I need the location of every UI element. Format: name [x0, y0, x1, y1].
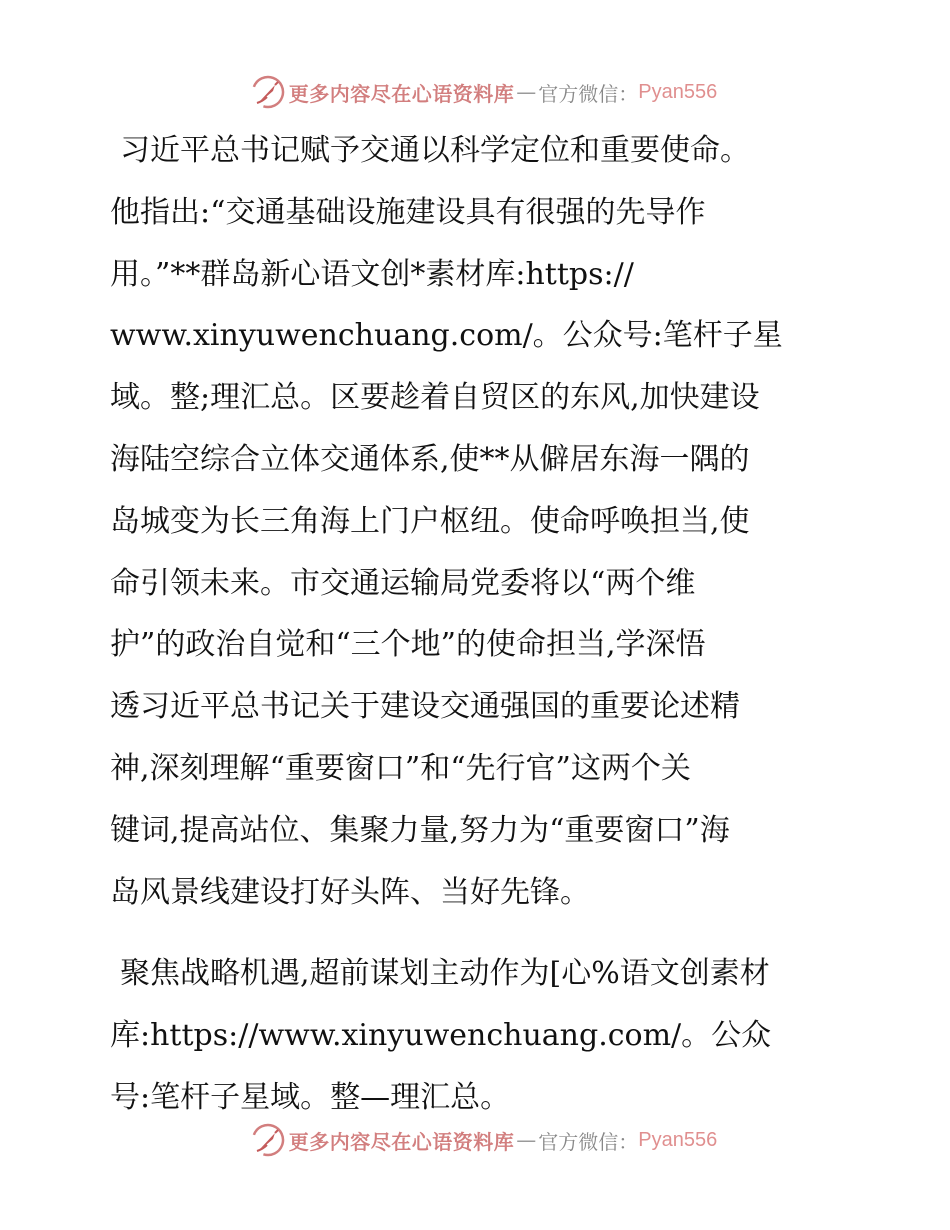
text-line: 岛风景线建设打好头阵、当好先锋。	[110, 874, 590, 910]
banner-wechat-id: Pyan556	[638, 80, 718, 103]
banner-sub-text: 官方微信：	[538, 1129, 639, 1154]
banner-dash: —	[516, 1128, 537, 1152]
text-line: 护”的政治自觉和“三个地”的使命担当,学深悟	[110, 627, 706, 663]
text-line: 透习近平总书记关于建设交通强国的重要论述精	[110, 689, 740, 725]
feather-pen-logo-icon	[251, 75, 285, 109]
header-banner-inner	[251, 75, 717, 109]
footer-banner-inner	[251, 1123, 717, 1157]
header-watermark-banner	[0, 70, 950, 114]
paragraph-1	[96, 120, 856, 923]
banner-sub-text: 官方微信：	[538, 81, 639, 106]
text-line: www.xinyuwenchuang.com/。公众号:笔杆子星	[110, 318, 783, 354]
document-body	[96, 120, 856, 1129]
text-line: 岛城变为长三角海上门户枢纽。使命呼唤担当,使	[110, 503, 750, 539]
banner-dash: —	[516, 80, 537, 104]
text-line: 域。整;理汇总。区要趁着自贸区的东风,加快建设	[110, 380, 760, 416]
footer-watermark-banner	[0, 1118, 950, 1162]
text-line: 海陆空综合立体交通体系,使**从僻居东海一隅的	[110, 441, 750, 477]
text-line: 用。”**群岛新心语文创*素材库:https://	[110, 256, 634, 292]
banner-main-text: 更多内容尽在心语资料库	[288, 1129, 515, 1154]
text-line: 号:笔杆子星域。整—理汇总。	[110, 1079, 511, 1115]
text-line: 习近平总书记赋予交通以科学定位和重要使命。	[120, 133, 750, 168]
text-line: 键词,提高站位、集聚力量,努力为“重要窗口”海	[110, 812, 730, 848]
text-line: 库:https://www.xinyuwenchuang.com/。公众	[110, 1018, 772, 1054]
text-line: 神,深刻理解“重要窗口”和“先行官”这两个关	[110, 750, 691, 786]
paragraph-2	[96, 943, 856, 1128]
feather-pen-logo-icon	[251, 1123, 285, 1157]
text-line: 命引领未来。市交通运输局党委将以“两个维	[110, 565, 696, 601]
banner-wechat-id: Pyan556	[638, 1128, 718, 1151]
banner-main-text: 更多内容尽在心语资料库	[288, 81, 515, 106]
text-line: 聚焦战略机遇,超前谋划主动作为[心%语文创素材	[120, 956, 770, 992]
text-line: 他指出:“交通基础设施建设具有很强的先导作	[110, 194, 706, 230]
